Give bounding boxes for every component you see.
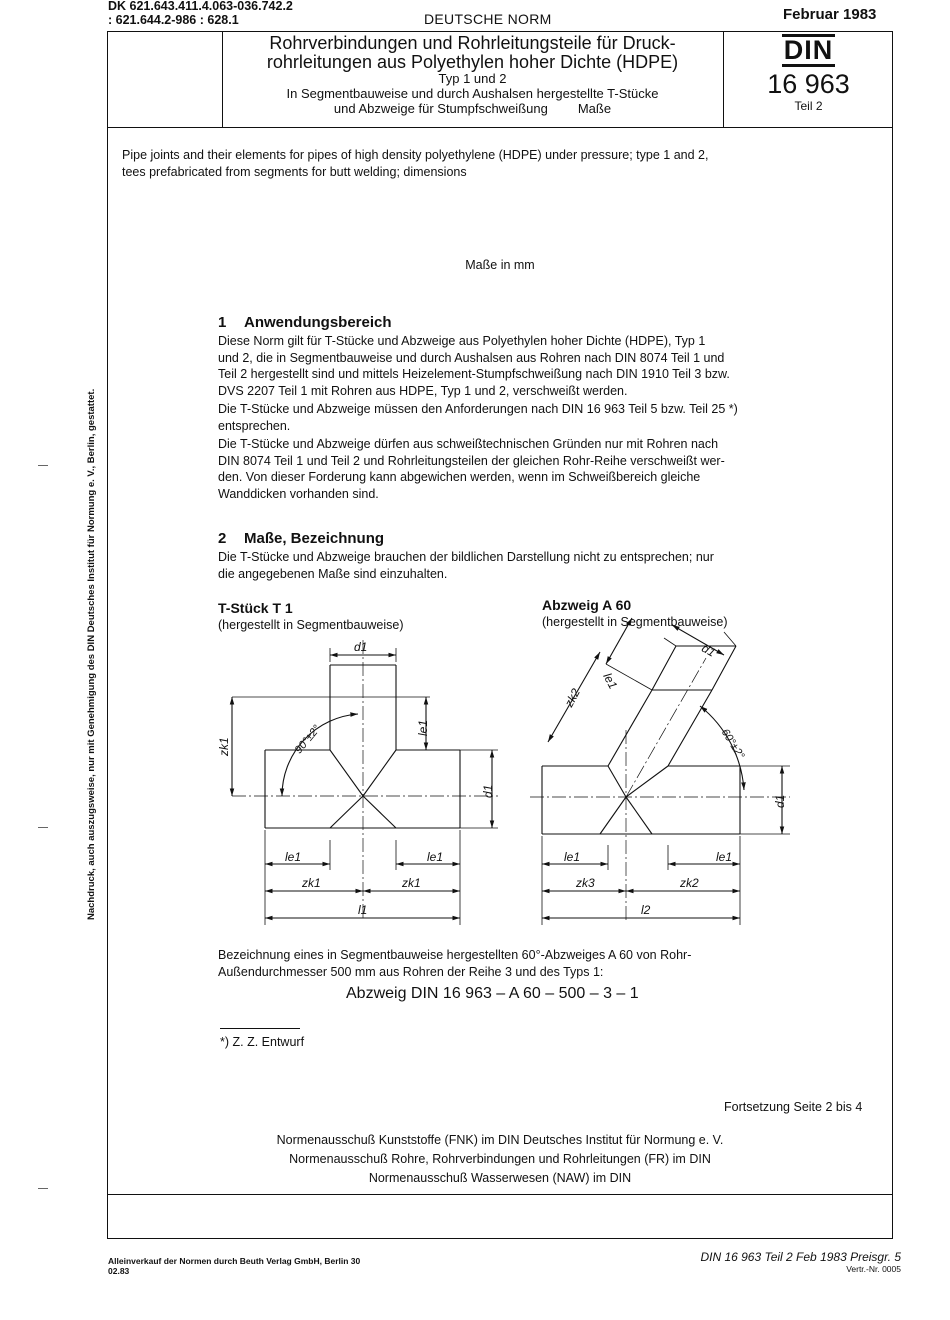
- text-line: die angegebenen Maße sind einzuhalten.: [218, 566, 448, 581]
- a60-dim-le1-diag: [606, 618, 632, 664]
- text-line: Teil 2 hergestellt sind und mittels Heizelement-Stumpfschweißung nach DIN 1910 Teil 3 bzw.: [218, 367, 730, 381]
- dk-line-2: : 621.644.2-986 : 628.1: [108, 13, 239, 27]
- text-line: den. Von dieser Forderung kann abgewichen werden, wenn im Schweißbereich gleiche: [218, 470, 701, 484]
- footer-right: [700, 1250, 901, 1274]
- units-note: Maße in mm: [465, 258, 535, 272]
- tee-label-zk1-left: zk1: [302, 876, 321, 890]
- tee-seam-lower-left: [330, 796, 363, 828]
- footnote: *) Z. Z. Entwurf: [220, 1035, 305, 1049]
- tee-label-le1-right: le1: [427, 850, 444, 864]
- norm-type: DEUTSCHE NORM: [424, 11, 552, 27]
- margin-mark-3: [38, 1188, 48, 1189]
- tee-label-zk1: zk1: [217, 737, 231, 756]
- committee-naw: Normenausschuß Wasserwesen (NAW) im DIN: [368, 1171, 632, 1185]
- title-line-2: rohrleitungen aus Polyethylen hoher Dichte (HDPE): [266, 52, 679, 72]
- tee-label-le1: le1: [416, 719, 430, 736]
- a60-seam-4: [626, 797, 652, 834]
- continuation-note: Fortsetzung Seite 2 bis 4: [724, 1100, 863, 1114]
- text-line: Diese Norm gilt für T-Stücke und Abzweige aus Polyethylen hoher Dichte (HDPE), Typ 1: [218, 334, 706, 348]
- a60-branch-right-upper: [712, 646, 736, 690]
- din-part: Teil 2: [794, 99, 823, 113]
- text-line: Die T-Stücke und Abzweige müssen den Anforderungen nach DIN 16 963 Teil 5 bzw. Teil 25 *): [218, 402, 738, 416]
- subtitle-line-2: In Segmentbauweise und durch Aushalsen hergestellte T-Stücke: [286, 86, 659, 101]
- english-title-line-2: tees prefabricated from segments for butt welding; dimensions: [122, 164, 467, 179]
- text-line: Die T-Stücke und Abzweige brauchen der bildlichen Darstellung nicht zu entsprechen; nur: [218, 550, 714, 564]
- section-1-number: 1: [218, 314, 227, 331]
- margin-mark-1: [38, 465, 48, 466]
- a60-branch-left: [608, 690, 652, 766]
- text-line: und 2, die in Segmentbauweise und durch Aushalsen aus Rohren nach DIN 8074 Teil 1 und: [218, 350, 725, 365]
- footer-din-ref: DIN 16 963 Teil 2 Feb 1983 Preisgr. 5: [700, 1250, 901, 1264]
- tee-seam-left: [330, 750, 363, 796]
- committees: [107, 1131, 893, 1188]
- a60-seam-3: [600, 797, 626, 834]
- tee-label-zk1-right: zk1: [402, 876, 421, 890]
- a60-label-d1-right: d1: [773, 794, 787, 808]
- tee-label-d1-right: d1: [481, 784, 495, 798]
- designation-example: Abzweig DIN 16 963 – A 60 – 500 – 3 – 1: [346, 985, 639, 1002]
- a60-ext-d1-l: [664, 638, 676, 646]
- din-logo: DIN: [783, 35, 834, 65]
- a60-branch-right-lower: [668, 690, 712, 766]
- tee-seam-right: [363, 750, 396, 796]
- footer-code: 02.83: [108, 1266, 130, 1276]
- a60-label-le1-left: le1: [564, 850, 581, 864]
- designation-text: [218, 947, 798, 980]
- tee-angle-arc: [282, 714, 358, 796]
- tee-label-le1-left: le1: [285, 850, 302, 864]
- section-2-title: Maße, Bezeichnung: [244, 530, 385, 547]
- a60-label-zk3: zk3: [576, 876, 595, 890]
- a60-branch-left-upper: [652, 646, 676, 690]
- subtitle-type: Typ 1 und 2: [438, 71, 507, 86]
- text-line: entsprechen.: [218, 418, 291, 433]
- a60-label-d1: d1: [699, 640, 718, 660]
- a60-seam-2: [626, 766, 668, 797]
- committee-fr: Normenausschuß Rohre, Rohrverbindungen und Rohrleitungen (FR) im DIN: [289, 1152, 711, 1166]
- a60-label-l2: l2: [641, 903, 651, 917]
- section-2-number: 2: [218, 530, 227, 547]
- a60-label-zk2-diag: zk2: [561, 686, 583, 710]
- footer-left: [108, 1256, 360, 1276]
- a60-ext-d1-r: [724, 632, 736, 646]
- a60-label-le1: le1: [600, 670, 621, 692]
- footer-vertr: Vertr.-Nr. 0005: [846, 1264, 901, 1274]
- footer-publisher: Alleinverkauf der Normen durch Beuth Verlag GmbH, Berlin 30: [108, 1256, 361, 1266]
- footnote-rule: [220, 1028, 300, 1029]
- dk-line-1: DK 621.643.411.4.063-036.742.2: [108, 0, 293, 13]
- figure-right-subtitle: (hergestellt in Segmentbauweise): [542, 615, 728, 629]
- text-line: Wanddicken vorhanden sind.: [218, 486, 379, 501]
- committee-fnk: Normenausschuß Kunststoffe (FNK) im DIN Deutsches Institut für Normung e. V.: [276, 1133, 724, 1147]
- designation-line-2: Außendurchmesser 500 mm aus Rohren der Reihe 3 und des Typs 1:: [218, 964, 604, 979]
- tee-label-d1: d1: [354, 640, 368, 654]
- a60-label-angle: 60°±2°: [718, 726, 747, 762]
- subtitle-line-3a: und Abzweige für Stumpfschweißung: [333, 101, 548, 116]
- publication-date: Februar 1983: [783, 6, 877, 23]
- figure-left-title: T-Stück T 1: [218, 600, 293, 616]
- text-line: DVS 2207 Teil 1 mit Rohren aus HDPE, Typ 1 und 2, verschweißt werden.: [218, 383, 628, 398]
- tee-seam-lower-right: [363, 796, 396, 828]
- section-1-title: Anwendungsbereich: [244, 314, 392, 331]
- a60-label-zk2: zk2: [680, 876, 699, 890]
- figure-right-title: Abzweig A 60: [542, 597, 632, 613]
- designation-line-1: Bezeichnung eines in Segmentbauweise hergestellten 60°-Abzweiges A 60 von Rohr-: [218, 948, 692, 962]
- margin-mark-2: [38, 827, 48, 828]
- reprint-notice: Nachdruck, auch auszugsweise, nur mit Genehmigung des DIN Deutsches Institut für Normung e. V., Berlin, gestattet.: [86, 388, 97, 920]
- a60-seam-1: [608, 766, 626, 797]
- english-title-line-1: Pipe joints and their elements for pipes of high density polyethylene (HDPE) under pressure; type 1 and 2,: [122, 148, 709, 162]
- text-line: DIN 8074 Teil 1 und Teil 2 und Rohrleitungsteilen der gleichen Rohr-Reihe verschweißt wer-: [218, 453, 725, 468]
- figure-left-subtitle: (hergestellt in Segmentbauweise): [218, 618, 404, 632]
- subtitle-line-3b: Maße: [577, 101, 612, 116]
- din-number: 16 963: [767, 69, 850, 99]
- a60-centerline-branch: [626, 658, 706, 797]
- title-line-1: Rohrverbindungen und Rohrleitungsteile für Druck-: [269, 33, 676, 53]
- text-line: Die T-Stücke und Abzweige dürfen aus schweißtechnischen Gründen nur mit Rohren nach: [218, 437, 719, 451]
- tee-label-angle: 90°±2°: [292, 722, 324, 757]
- a60-label-le1-right: le1: [716, 850, 733, 864]
- tee-label-l1: l1: [358, 903, 368, 917]
